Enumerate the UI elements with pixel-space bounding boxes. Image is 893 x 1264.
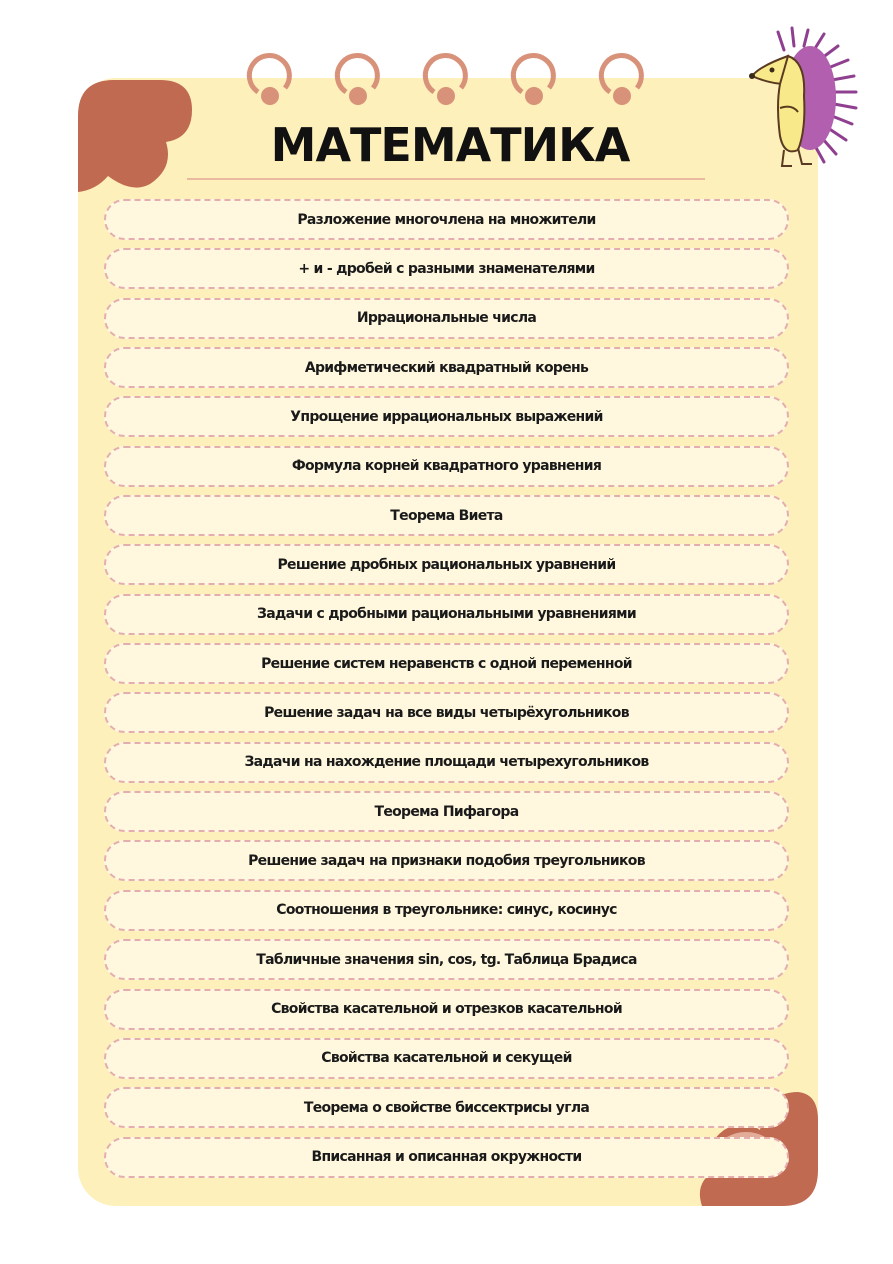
hedgehog-icon [740, 26, 866, 174]
list-item: + и - дробей с разными знаменателями [104, 248, 789, 289]
list-item: Свойства касательной и секущей [104, 1038, 789, 1079]
list-item: Соотношения в треугольнике: синус, косинус [104, 890, 789, 931]
list-item: Разложение многочлена на множители [104, 199, 789, 240]
list-item: Свойства касательной и отрезков касательной [104, 989, 789, 1030]
list-item: Решение систем неравенств с одной переменной [104, 643, 789, 684]
list-item: Задачи с дробными рациональными уравнениями [104, 594, 789, 635]
list-item: Вписанная и описанная окружности [104, 1137, 789, 1178]
list-item: Решение задач на признаки подобия треугольников [104, 840, 789, 881]
list-item: Теорема о свойстве биссектрисы угла [104, 1087, 789, 1128]
list-item: Теорема Виета [104, 495, 789, 536]
list-item: Арифметический квадратный корень [104, 347, 789, 388]
list-item: Табличные значения sin, cos, tg. Таблица Брадиса [104, 939, 789, 980]
list-item: Формула корней квадратного уравнения [104, 446, 789, 487]
topic-list [104, 199, 789, 1186]
list-item: Решение задач на все виды четырёхугольников [104, 692, 789, 733]
title-underline [187, 178, 705, 180]
list-item: Упрощение иррациональных выражений [104, 396, 789, 437]
list-item: Иррациональные числа [104, 298, 789, 339]
list-item: Теорема Пифагора [104, 791, 789, 832]
list-item: Задачи на нахождение площади четырехугольников [104, 742, 789, 783]
page-title: МАТЕМАТИКА [270, 118, 630, 172]
list-item: Решение дробных рациональных уравнений [104, 544, 789, 585]
